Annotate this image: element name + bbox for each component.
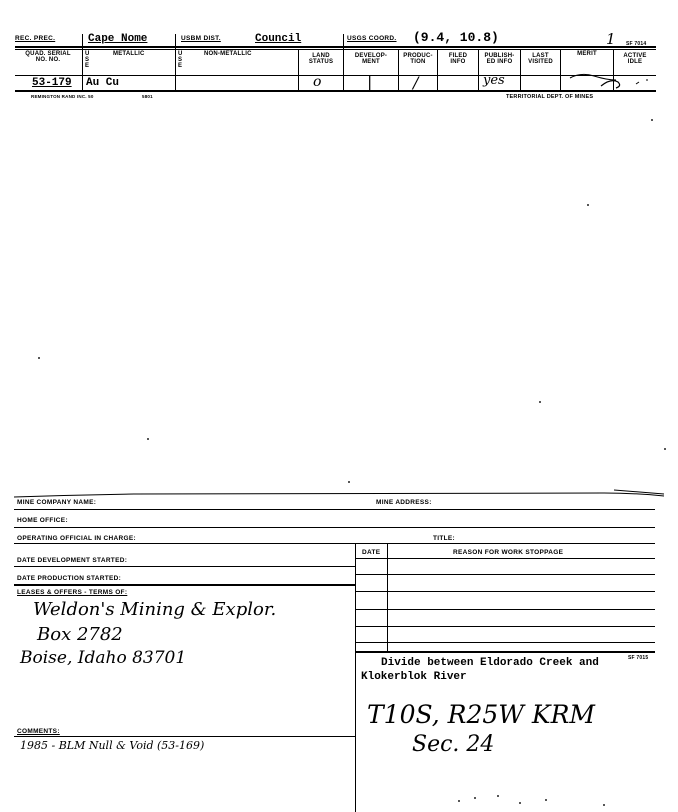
card-count: 1	[606, 30, 616, 48]
mine-company-label: MINE COMPANY NAME:	[17, 499, 97, 506]
printer-code: 5801	[142, 94, 153, 99]
card-top-edge	[14, 480, 670, 500]
location-handwriting-section: Sec. 24	[412, 732, 495, 757]
leases-label: LEASES & OFFERS - TERMS OF:	[17, 589, 128, 596]
operating-official-label: OPERATING OFFICIAL IN CHARGE:	[17, 535, 136, 542]
title-label: TITLE:	[433, 535, 456, 542]
usgs-coord-value: (9.4, 10.8)	[413, 30, 499, 45]
printer-credit: REMINGTON RAND INC. 50	[31, 94, 94, 99]
rec-prec-value: Cape Nome	[88, 33, 148, 45]
rec-prec-label: REC. PREC.	[15, 35, 56, 42]
nonmetallic-label: NON-METALLIC	[204, 51, 252, 57]
use-metallic-label: U S E	[85, 51, 90, 69]
usbm-dist-value: Council	[255, 33, 302, 45]
merit-label: MERIT	[577, 51, 597, 57]
usbm-dist-label: USBM DIST.	[181, 35, 221, 42]
production-value: /	[413, 73, 419, 92]
last-visited-label: LAST VISITED	[528, 53, 553, 65]
usgs-coord-label: USGS COORD.	[347, 35, 397, 42]
filed-info-label: FILED INFO	[448, 53, 468, 65]
date-production-label: DATE PRODUCTION STARTED:	[17, 575, 122, 582]
published-info-label: PUBLISH- ED INFO	[484, 53, 515, 65]
reason-column-label: REASON FOR WORK STOPPAGE	[453, 549, 564, 556]
department-label: TERRITORIAL DEPT. OF MINES	[506, 94, 594, 100]
active-idle-label: ACTIVE IDLE	[623, 53, 647, 65]
development-label: DEVELOP- MENT	[354, 53, 388, 65]
comments-value: 1985 - BLM Null & Void (53-169)	[20, 739, 205, 752]
location-description: Divide between Eldorado Creek and Klokerblok River	[361, 657, 599, 683]
published-info-value: yes	[483, 73, 505, 88]
location-handwriting-township: T10S, R25W KRM	[367, 700, 595, 729]
use-nonmetallic-label: U S E	[178, 51, 183, 69]
land-status-value: o	[313, 74, 322, 90]
land-status-label: LAND STATUS	[308, 53, 334, 65]
merit-scribble-mark	[566, 68, 656, 90]
date-column-label: DATE	[362, 549, 381, 556]
quad-serial-value: 53-179	[32, 77, 72, 89]
leases-handwriting-line-3: Boise, Idaho 83701	[20, 648, 187, 668]
metallic-value: Au Cu	[86, 77, 120, 89]
development-value: |	[367, 73, 373, 92]
production-label: PRODUC- TION	[403, 53, 433, 65]
quad-serial-label: QUAD. SERIAL NO. NO.	[25, 51, 71, 63]
bottom-form-number: SF 7015	[628, 655, 649, 661]
form-number: SF 7014	[626, 41, 647, 47]
leases-handwriting-line-2: Box 2782	[37, 624, 123, 645]
mine-address-label: MINE ADDRESS:	[376, 499, 432, 506]
comments-label: COMMENTS:	[17, 728, 60, 735]
leases-handwriting-line-1: Weldon's Mining & Explor.	[33, 599, 277, 620]
date-development-label: DATE DEVELOPMENT STARTED:	[17, 557, 128, 564]
home-office-label: HOME OFFICE:	[17, 517, 68, 524]
metallic-label: METALLIC	[113, 51, 145, 57]
